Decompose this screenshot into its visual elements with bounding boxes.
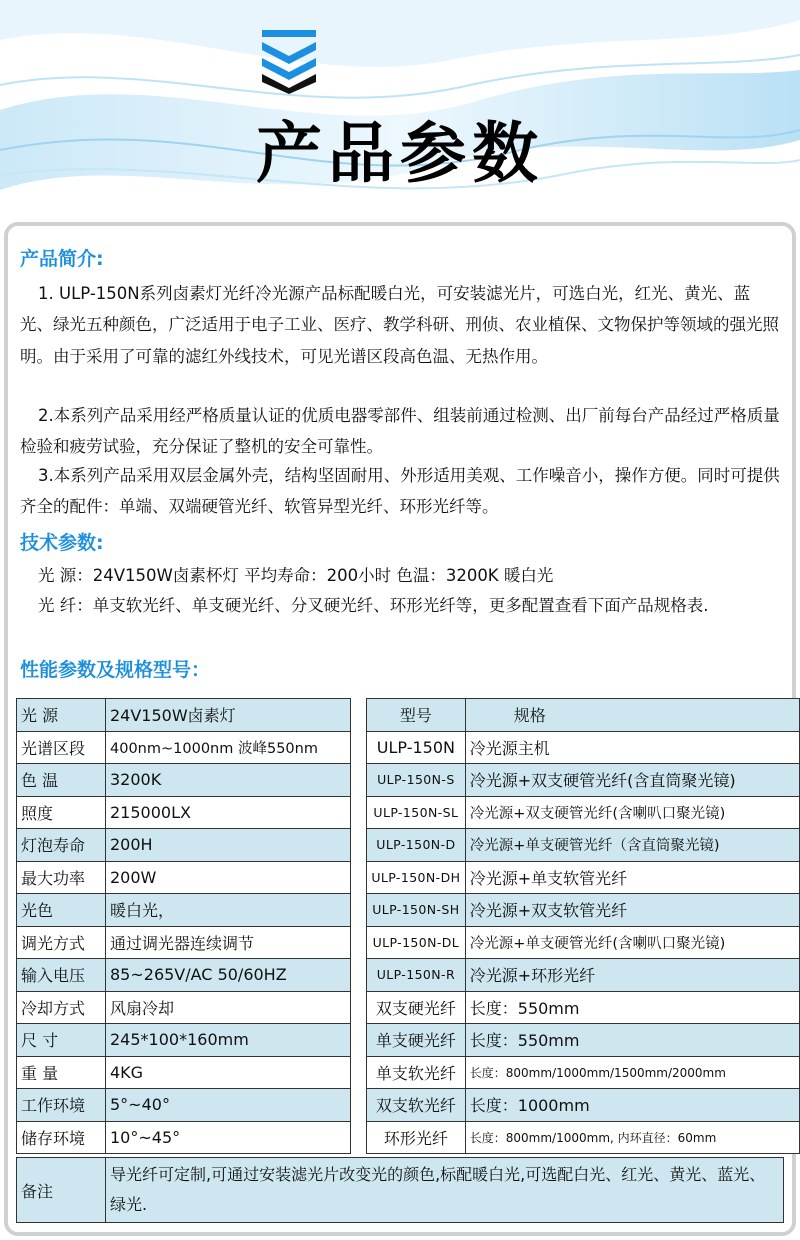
param-row (17, 1024, 351, 1057)
param-label: 尺 寸 (17, 1024, 106, 1057)
model-code: ULP-150N-DL (367, 926, 466, 959)
param-value: 10°~45° (106, 1121, 351, 1154)
spec-header-label: 规格 (465, 699, 799, 732)
param-value: 通过调光器连续调节 (106, 926, 351, 959)
param-label: 工作环境 (17, 1089, 106, 1122)
param-label: 光谱区段 (17, 731, 106, 764)
param-label: 照度 (17, 796, 106, 829)
param-row (17, 1089, 351, 1122)
note-row (17, 1158, 784, 1223)
model-code: 双支硬光纤 (367, 991, 466, 1024)
model-header-label: 型号 (367, 699, 466, 732)
param-value: 风扇冷却 (106, 991, 351, 1024)
param-label: 冷却方式 (17, 991, 106, 1024)
model-spec: 冷光源+单支硬管光纤(含喇叭口聚光镜) (465, 926, 799, 959)
param-row (17, 764, 351, 797)
param-row (17, 959, 351, 992)
param-value: 200W (106, 861, 351, 894)
model-code: 单支硬光纤 (367, 1024, 466, 1057)
model-row (367, 1024, 800, 1057)
param-label: 调光方式 (17, 926, 106, 959)
model-spec: 冷光源+双支软管光纤 (465, 894, 799, 927)
spec-heading: 性能参数及规格型号： (20, 659, 211, 681)
model-row (367, 1121, 800, 1154)
model-code: ULP-150N-DH (367, 861, 466, 894)
model-row (367, 894, 800, 927)
param-table (16, 698, 351, 1154)
model-row (367, 829, 800, 862)
param-value: 暖白光， (106, 894, 351, 927)
model-code: 双支软光纤 (367, 1089, 466, 1122)
model-row (367, 991, 800, 1024)
param-row (17, 1121, 351, 1154)
param-label: 光色 (17, 894, 106, 927)
param-row (17, 991, 351, 1024)
param-row (17, 699, 351, 732)
param-value: 3200K (106, 764, 351, 797)
model-spec: 冷光源主机 (465, 731, 799, 764)
param-value: 200H (106, 829, 351, 862)
intro-paragraph-2: 2.本系列产品采用经严格质量认证的优质电器零部件、组装前通过检测、出厂前每台产品经过严格质量检验和疲劳试验，充分保证了整机的安全可靠性。 (20, 406, 780, 457)
model-row (367, 796, 800, 829)
model-spec: 冷光源+双支硬管光纤(含喇叭口聚光镜) (465, 796, 799, 829)
note-text: 导光纤可定制,可通过安装滤光片改变光的颜色,标配暖白光,可选配白光、红光、黄光、蓝光、绿光. (106, 1158, 784, 1223)
model-spec: 冷光源+单支硬管光纤（含直筒聚光镜) (465, 829, 799, 862)
param-label: 灯泡寿命 (17, 829, 106, 862)
model-row (367, 1089, 800, 1122)
tech-light-source: 光 源：24V150W卤素杯灯 平均寿命：200小时 色温：3200K 暖白光 (38, 566, 554, 585)
model-spec: 长度：1000mm (465, 1089, 799, 1122)
param-label: 输入电压 (17, 959, 106, 992)
param-value: 245*100*160mm (106, 1024, 351, 1057)
model-code: ULP-150N-S (367, 764, 466, 797)
intro-paragraph-1: 1. ULP-150N系列卤素灯光纤冷光源产品标配暖白光，可安装滤光片，可选白光，红光、黄光、蓝光、绿光五种颜色，广泛适用于电子工业、医疗、教学科研、刑侦、农业植保、文物保护等领域的强光照明。由于采用了可靠的滤红外线技术，可见光谱区段高色温、无热作用。 (20, 284, 779, 366)
model-spec: 长度：800mm/1000mm, 内环直径：60mm (465, 1121, 799, 1154)
param-value: 215000LX (106, 796, 351, 829)
param-row (17, 796, 351, 829)
param-value: 5°~40° (106, 1089, 351, 1122)
note-table (16, 1157, 784, 1223)
model-spec: 冷光源+双支硬管光纤(含直筒聚光镜) (465, 764, 799, 797)
param-value: 85~265V/AC 50/60HZ (106, 959, 351, 992)
model-code: ULP-150N-R (367, 959, 466, 992)
model-row (367, 764, 800, 797)
tech-fiber: 光 纤：单支软光纤、单支硬光纤、分叉硬光纤、环形光纤等，更多配置查看下面产品规格表. (38, 596, 709, 615)
note-label: 备注 (17, 1158, 106, 1223)
model-code: 环形光纤 (367, 1121, 466, 1154)
hero-banner (0, 0, 800, 222)
model-table-header (367, 699, 800, 732)
tech-heading: 技术参数: (20, 532, 104, 554)
intro-paragraph-3: 3.本系列产品采用双层金属外壳，结构坚固耐用、外形适用美观、工作噪音小，操作方便。同时可提供齐全的配件：单端、双端硬管光纤、软管异型光纤、环形光纤等。 (20, 466, 780, 517)
model-spec: 长度：800mm/1000mm/1500mm/2000mm (465, 1056, 799, 1089)
param-row (17, 829, 351, 862)
model-row (367, 959, 800, 992)
param-row (17, 926, 351, 959)
intro-heading: 产品简介: (20, 248, 104, 270)
param-row (17, 861, 351, 894)
model-spec: 长度：550mm (465, 991, 799, 1024)
model-code: ULP-150N (367, 731, 466, 764)
model-row (367, 861, 800, 894)
chevron-stack-icon (262, 30, 316, 94)
model-row (367, 926, 800, 959)
page-title: 产品参数 (256, 115, 544, 192)
model-row (367, 731, 800, 764)
param-label: 最大功率 (17, 861, 106, 894)
model-spec: 冷光源+单支软管光纤 (465, 861, 799, 894)
model-code: ULP-150N-SH (367, 894, 466, 927)
model-code: ULP-150N-SL (367, 796, 466, 829)
param-row (17, 731, 351, 764)
param-label: 重 量 (17, 1056, 106, 1089)
param-row (17, 894, 351, 927)
param-value: 4KG (106, 1056, 351, 1089)
model-row (367, 1056, 800, 1089)
model-code: ULP-150N-D (367, 829, 466, 862)
model-code: 单支软光纤 (367, 1056, 466, 1089)
param-label: 色 温 (17, 764, 106, 797)
param-value: 400nm~1000nm 波峰550nm (106, 731, 351, 764)
param-label: 储存环境 (17, 1121, 106, 1154)
model-spec: 长度：550mm (465, 1024, 799, 1057)
param-label: 光 源 (17, 699, 106, 732)
param-row (17, 1056, 351, 1089)
model-table (366, 698, 800, 1154)
param-value: 24V150W卤素灯 (106, 699, 351, 732)
model-spec: 冷光源+环形光纤 (465, 959, 799, 992)
